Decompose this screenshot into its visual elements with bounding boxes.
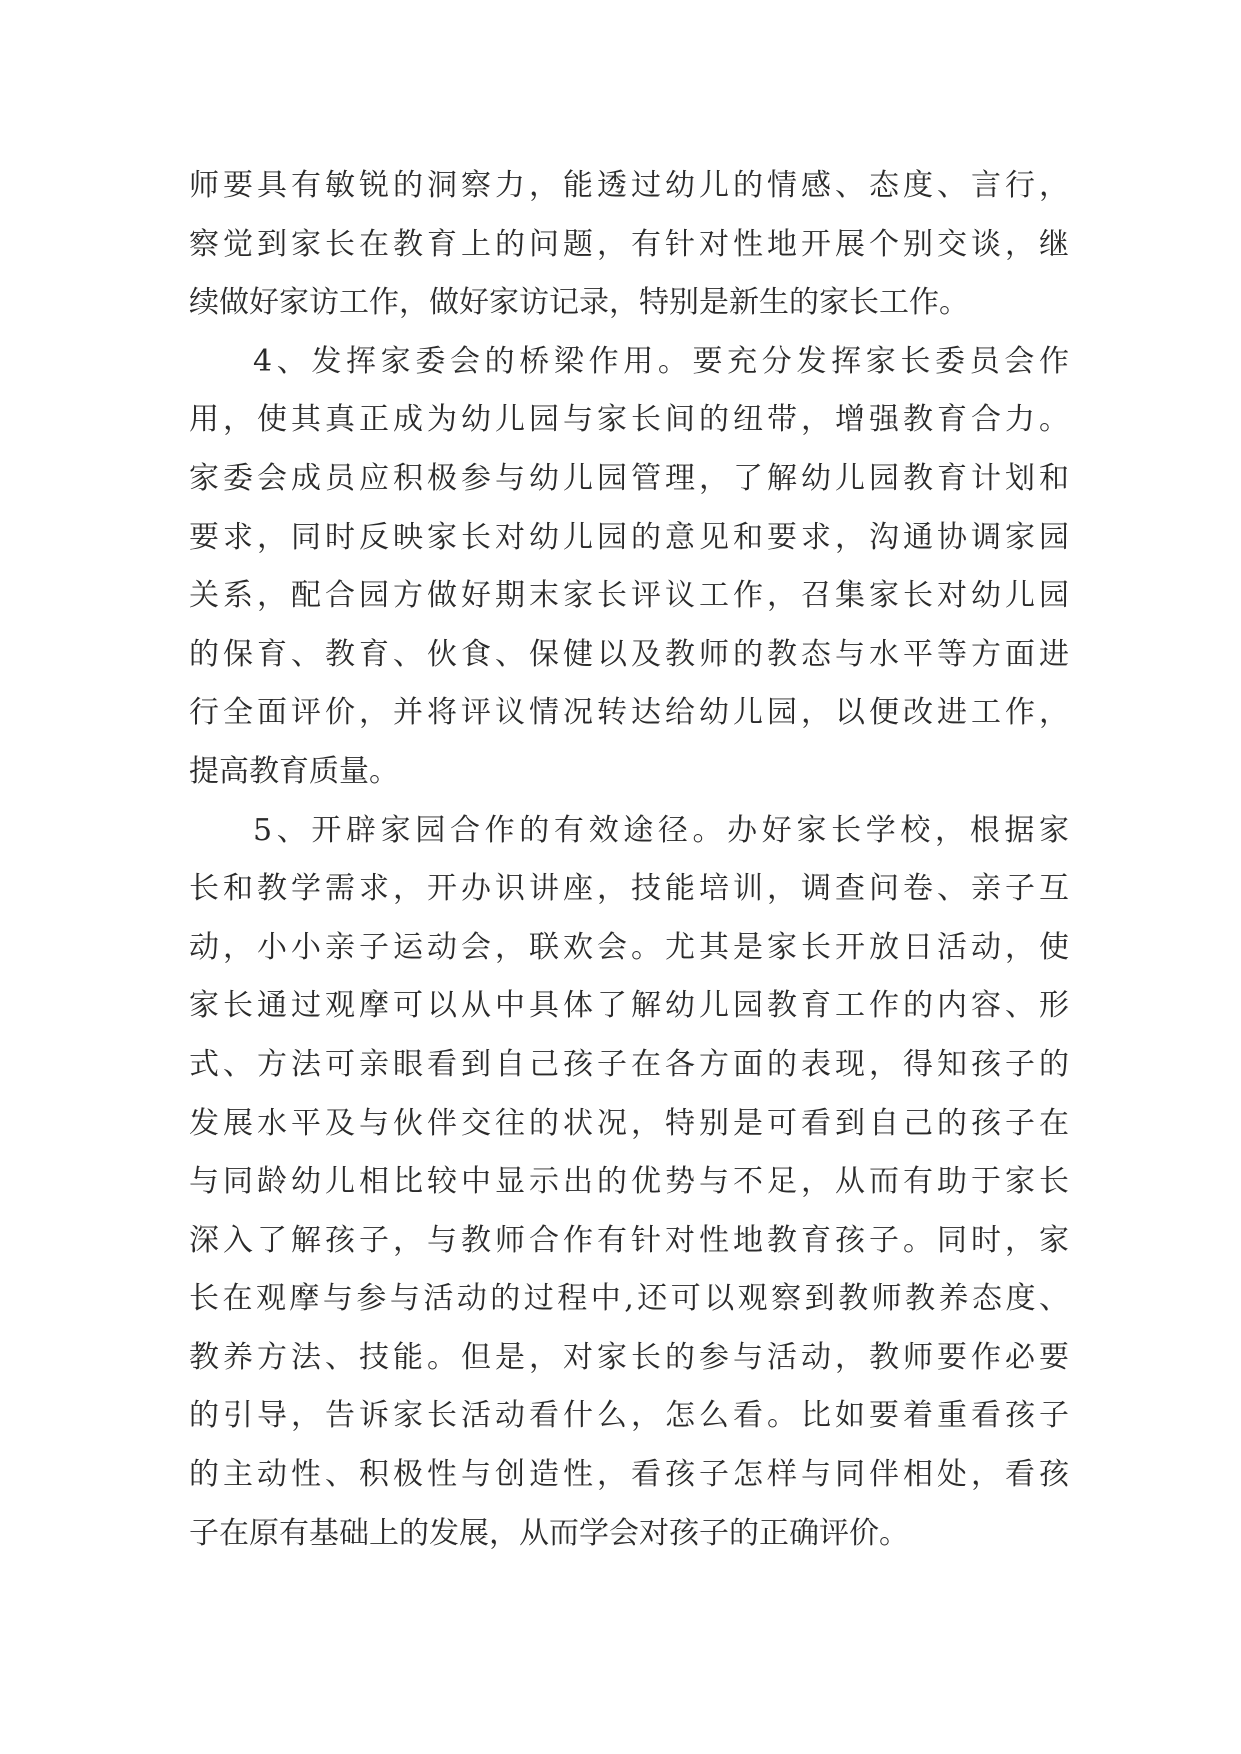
text-line: 长和教学需求，开办识讲座，技能培训，调查问卷、亲子互: [189, 871, 1069, 907]
text-line: 动，小小亲子运动会，联欢会。尤其是家长开放日活动，使: [189, 929, 1069, 965]
text-line: 与同龄幼儿相比较中显示出的优势与不足，从而有助于家长: [189, 1164, 1069, 1200]
text-line: 的引导，告诉家长活动看什么，怎么看。比如要着重看孩子: [189, 1398, 1069, 1434]
text-line: 用，使其真正成为幼儿园与家长间的纽带，增强教育合力。: [189, 402, 1069, 438]
text-line: 家委会成员应积极参与幼儿园管理，了解幼儿园教育计划和: [189, 460, 1069, 496]
text-line: 续做好家访工作，做好家访记录，特别是新生的家长工作。: [189, 285, 969, 321]
text-line: 家长通过观摩可以从中具体了解幼儿园教育工作的内容、形: [189, 988, 1069, 1024]
text-line: 式、方法可亲眼看到自己孩子在各方面的表现，得知孩子的: [189, 1046, 1069, 1082]
text-line: 深入了解孩子，与教师合作有针对性地教育孩子。同时，家: [189, 1222, 1069, 1258]
text-line: 子在原有基础上的发展，从而学会对孩子的正确评价。: [189, 1515, 909, 1551]
text-line: 师要具有敏锐的洞察力，能透过幼儿的情感、态度、言行，: [189, 168, 1069, 203]
text-line: 关系，配合园方做好期末家长评议工作，召集家长对幼儿园: [189, 578, 1069, 614]
text-line: 行全面评价，并将评议情况转达给幼儿园，以便改进工作，: [189, 695, 1069, 731]
text-line: 的主动性、积极性与创造性，看孩子怎样与同伴相处，看孩: [189, 1457, 1069, 1493]
body-text: [189, 157, 1069, 1563]
text-line: 教养方法、技能。但是，对家长的参与活动，教师要作必要: [189, 1339, 1069, 1375]
text-line: 要求，同时反映家长对幼儿园的意见和要求，沟通协调家园: [189, 519, 1069, 555]
paragraph-4-first-line: 4、发挥家委会的桥梁作用。要充分发挥家长委员会作: [253, 343, 1069, 379]
text-line: 发展水平及与伙伴交往的状况，特别是可看到自己的孩子在: [189, 1105, 1069, 1141]
text-line: 长在观摩与参与活动的过程中,还可以观察到教师教养态度、: [189, 1281, 1069, 1317]
text-line: 的保育、教育、伙食、保健以及教师的教态与水平等方面进: [189, 636, 1069, 672]
text-line: 提高教育质量。: [189, 753, 399, 789]
text-line: 察觉到家长在教育上的问题，有针对性地开展个别交谈，继: [189, 226, 1069, 262]
paragraph-5-first-line: 5、开辟家园合作的有效途径。办好家长学校，根据家: [253, 812, 1069, 848]
